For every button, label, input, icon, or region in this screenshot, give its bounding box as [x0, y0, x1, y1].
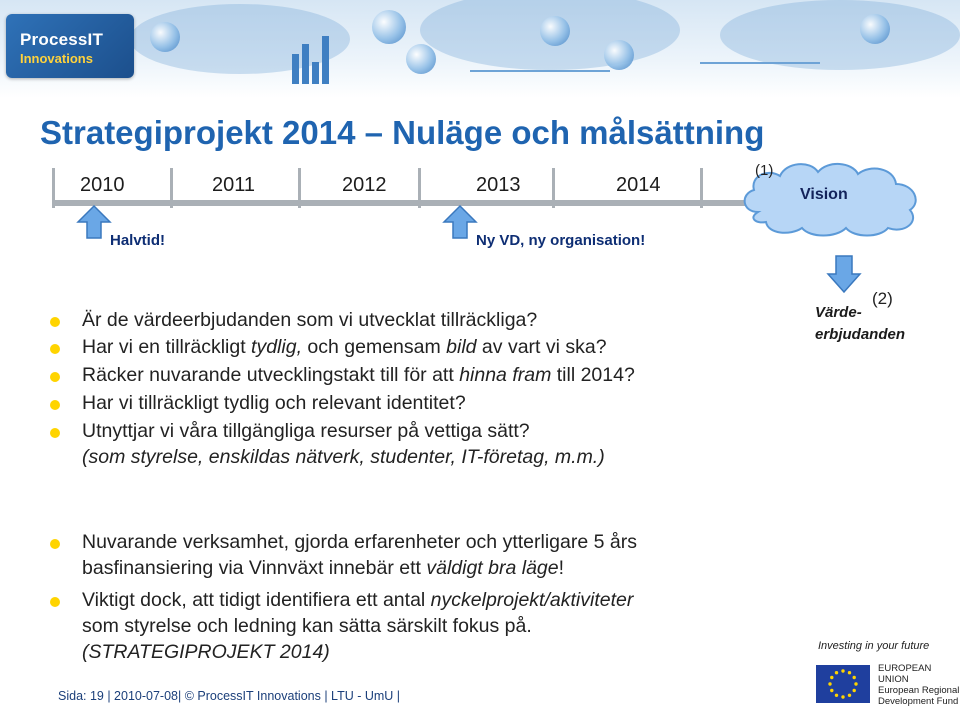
timeline-year: 2010	[80, 174, 125, 196]
chart-bar-icon	[292, 54, 299, 84]
timeline-tick	[52, 168, 55, 208]
milestone-up-arrow-icon	[76, 204, 112, 240]
bullet-dot	[50, 317, 60, 327]
timeline-tick	[170, 168, 173, 208]
timeline-tick	[298, 168, 301, 208]
bullet-paragraph-line: (STRATEGIPROJEKT 2014)	[82, 641, 330, 663]
gear-icon	[372, 10, 406, 44]
logo-text-line1: ProcessIT	[20, 30, 104, 49]
down-arrow-icon	[826, 254, 862, 294]
bullet-question: Är de värdeerbjudanden som vi utvecklat tillräckliga?	[82, 309, 538, 331]
bullet-dot	[50, 539, 60, 549]
investing-tagline: Investing in your future	[818, 640, 930, 652]
bullet-paragraph: Viktigt dock, att tidigt identifiera ett antal nyckelprojekt/aktiviteter	[82, 589, 634, 611]
timeline-bar	[52, 200, 758, 206]
slide-footer: Sida: 19 | 2010-07-08| © ProcessIT Innovations | LTU - UmU |	[58, 689, 401, 703]
timeline-tick	[552, 168, 555, 208]
bullet-question: Har vi en tillräckligt tydlig, och gemensam bild av vart vi ska?	[82, 336, 607, 358]
vision-label: Vision	[800, 186, 848, 203]
bullet-question: Räcker nuvarande utvecklingstakt till för att hinna fram till 2014?	[82, 364, 635, 386]
eu-fund-text: EUROPEAN UNION European Regional Development Fund	[878, 663, 960, 707]
eu-flag-icon	[816, 665, 870, 703]
milestone-up-arrow-icon	[442, 204, 478, 240]
timeline-year: 2012	[342, 174, 387, 196]
chart-bar-icon	[322, 36, 329, 84]
circuit-line	[470, 70, 610, 72]
chart-bar-icon	[312, 62, 319, 84]
bullet-subtext: (som styrelse, enskildas nätverk, studenter, IT-företag, m.m.)	[82, 446, 605, 468]
bullet-dot	[50, 428, 60, 438]
slide-title: Strategiprojekt 2014 – Nuläge och målsättning	[40, 114, 765, 151]
bullet-paragraph-line: som styrelse och ledning kan sätta särskilt fokus på.	[82, 615, 532, 637]
bullet-paragraph: Nuvarande verksamhet, gjorda erfarenheter och ytterligare 5 års	[82, 531, 637, 553]
timeline-year: 2013	[476, 174, 521, 196]
bullet-question: Utnyttjar vi våra tillgängliga resurser på vettiga sätt?	[82, 420, 530, 442]
circuit-line	[700, 62, 820, 64]
header-banner	[0, 0, 960, 98]
value-reference-marker: (2)	[872, 289, 893, 308]
timeline-year: 2011	[212, 174, 256, 196]
bullet-dot	[50, 597, 60, 607]
timeline-year: 2014	[616, 174, 661, 196]
globe-icon	[150, 22, 180, 52]
bullet-dot	[50, 400, 60, 410]
timeline-tick	[700, 168, 703, 208]
chip-icon	[604, 40, 634, 70]
logo-text-line2: Innovations	[20, 51, 93, 66]
milestone-halvtid: Halvtid!	[110, 232, 166, 249]
molecule-icon	[540, 16, 570, 46]
value-offer-label-line2: erbjudanden	[815, 326, 906, 343]
bullet-question: Har vi tillräckligt tydlig och relevant identitet?	[82, 392, 466, 414]
processit-logo	[6, 14, 134, 78]
wifi-icon	[860, 14, 890, 44]
bullet-dot	[50, 372, 60, 382]
bullet-paragraph-line: basfinansiering via Vinnväxt innebär ett väldigt bra läge!	[82, 557, 565, 579]
value-offer-label-line1: Värde-	[815, 304, 862, 321]
bullet-dot	[50, 344, 60, 354]
milestone-ny-vd: Ny VD, ny organisation!	[476, 232, 646, 249]
vision-reference-marker: (1)	[755, 162, 774, 179]
network-icon	[406, 44, 436, 74]
chart-bar-icon	[302, 44, 309, 84]
timeline-tick	[418, 168, 421, 208]
